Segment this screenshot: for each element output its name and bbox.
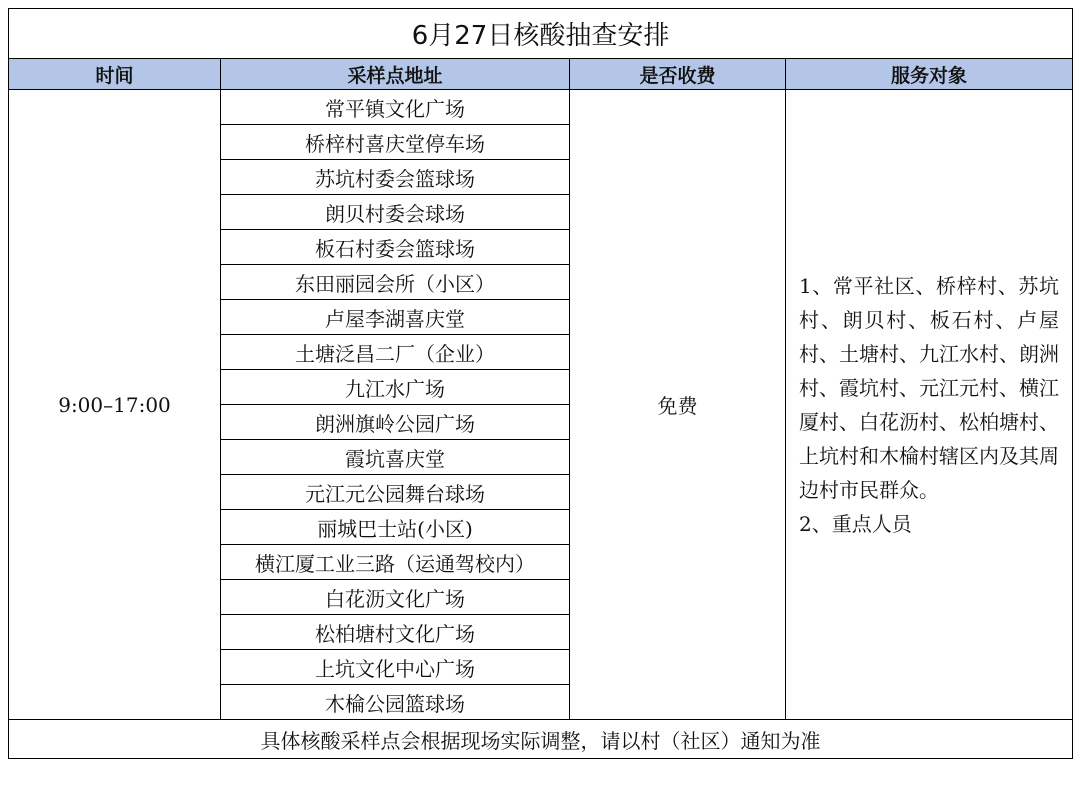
- schedule-table: [8, 8, 1073, 759]
- site-cell: 上坑文化中心广场: [221, 650, 570, 685]
- site-cell: 元江元公园舞台球场: [221, 475, 570, 510]
- site-cell: 苏坑村委会篮球场: [221, 160, 570, 195]
- page-title: 6月27日核酸抽查安排: [9, 9, 1073, 59]
- header-time: 时间: [9, 59, 221, 90]
- header-row: [9, 59, 1073, 90]
- footer-row: [9, 720, 1073, 759]
- site-cell: 九江水广场: [221, 370, 570, 405]
- site-cell: 丽城巴士站(小区): [221, 510, 570, 545]
- service-item-1: 1、常平社区、桥梓村、苏坑村、朗贝村、板石村、卢屋村、土塘村、九江水村、朗洲村、霞坑村、元江元村、横江厦村、白花沥村、松柏塘村、上坑村和木棆村辖区内及其周边村市民群众。: [799, 273, 1059, 502]
- site-cell: 白花沥文化广场: [221, 580, 570, 615]
- site-cell: 朗贝村委会球场: [221, 195, 570, 230]
- site-cell: 土塘泛昌二厂（企业）: [221, 335, 570, 370]
- site-cell: 桥梓村喜庆堂停车场: [221, 125, 570, 160]
- site-cell: 常平镇文化广场: [221, 90, 570, 125]
- service-item-2: 2、重点人员: [799, 511, 912, 536]
- site-cell: 朗洲旗岭公园广场: [221, 405, 570, 440]
- footer-note: 具体核酸采样点会根据现场实际调整，请以村（社区）通知为准: [9, 720, 1073, 759]
- site-cell: 板石村委会篮球场: [221, 230, 570, 265]
- title-row: [9, 9, 1073, 59]
- site-cell: 霞坑喜庆堂: [221, 440, 570, 475]
- site-cell: 松柏塘村文化广场: [221, 615, 570, 650]
- service-cell: [786, 90, 1073, 720]
- header-fee: 是否收费: [570, 59, 786, 90]
- table-row: [9, 90, 1073, 125]
- time-cell: 9:00–17:00: [9, 90, 221, 720]
- header-site: 采样点地址: [221, 59, 570, 90]
- service-text: [799, 269, 1059, 541]
- site-cell: 横江厦工业三路（运通驾校内）: [221, 545, 570, 580]
- site-cell: 卢屋李湖喜庆堂: [221, 300, 570, 335]
- site-cell: 木棆公园篮球场: [221, 685, 570, 720]
- header-service: 服务对象: [786, 59, 1073, 90]
- site-cell: 东田丽园会所（小区）: [221, 265, 570, 300]
- fee-cell: 免费: [570, 90, 786, 720]
